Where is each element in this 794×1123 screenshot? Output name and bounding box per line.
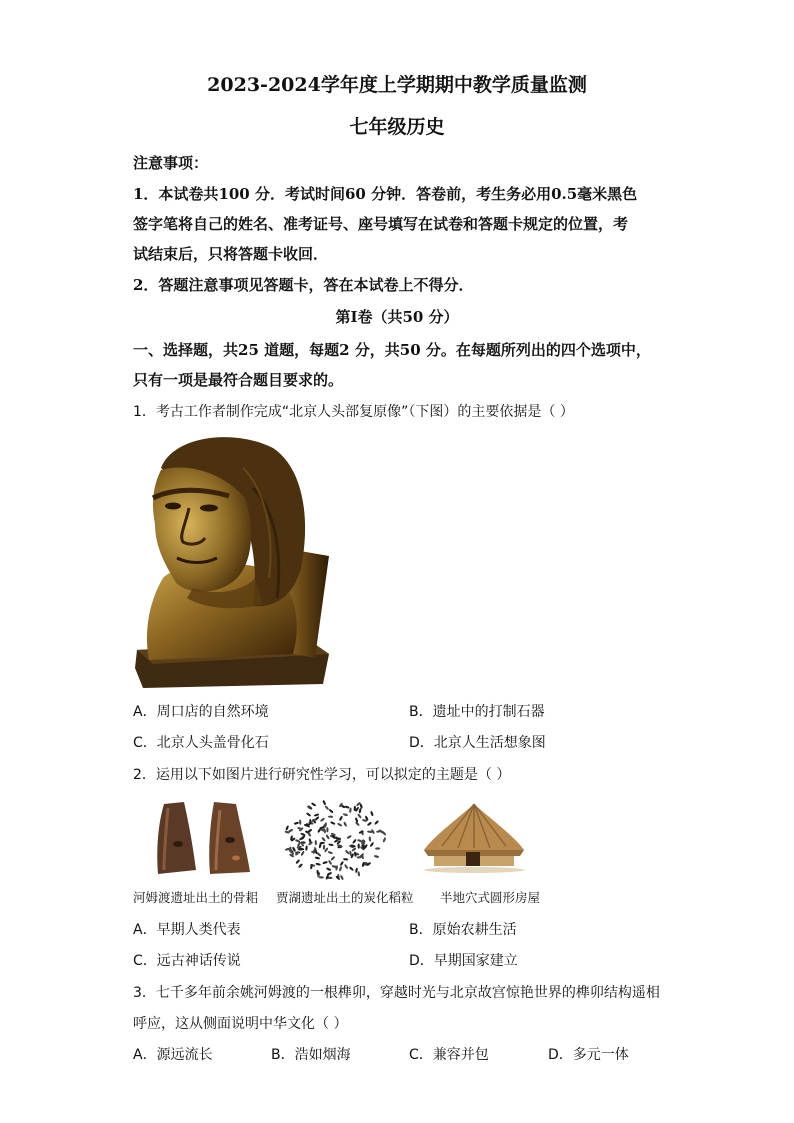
bone-spade-image: [150, 800, 260, 878]
question-3-option-a: A．源远流长: [133, 1047, 213, 1063]
question-1-option-a: A．周口店的自然环境: [133, 704, 269, 720]
caption-carbonized-rice: 贾湖遗址出土的炭化稻粒: [276, 890, 414, 905]
section-instruction-line-2: 只有一项是最符合题目要求的。: [133, 371, 344, 389]
part-heading: 第Ⅰ卷（共50 分）: [335, 308, 459, 326]
exam-subtitle: 七年级历史: [349, 116, 445, 138]
question-2-option-c: C．远古神话传说: [133, 953, 241, 969]
notice-item-2: 2．答题注意事项见答题卡，答在本试卷上不得分．: [133, 276, 474, 294]
carbonized-rice-image: [280, 796, 390, 882]
question-2-option-b: B．原始农耕生活: [409, 922, 517, 938]
caption-round-house: 半地穴式圆形房屋: [440, 890, 541, 905]
notice-heading: 注意事项：: [133, 154, 209, 172]
question-2-option-a: A．早期人类代表: [133, 922, 241, 938]
notice-item-1-line-1: 1．本试卷共100 分．考试时间60 分钟．答卷前，考生务必用0.5毫米黑色: [133, 185, 638, 203]
question-3-option-c: C．兼容并包: [409, 1047, 489, 1063]
section-instruction-line-1: 一、选择题，共25 道题，每题2 分，共50 分。在每题所列出的四个选项中，: [133, 341, 651, 359]
question-1-option-c: C．北京人头盖骨化石: [133, 735, 269, 751]
exam-title: 2023-2024学年度上学期期中教学质量监测: [207, 74, 587, 96]
question-1-option-b: B．遗址中的打制石器: [409, 704, 545, 720]
question-3-option-d: D．多元一体: [548, 1047, 629, 1063]
question-1-option-d: D．北京人生活想象图: [409, 735, 546, 751]
question-3-stem-line-1: 3．七千多年前余姚河姆渡的一根榫卯，穿越时光与北京故宫惊艳世界的榫卯结构遥相: [133, 985, 660, 1001]
question-3-option-b: B．浩如烟海: [271, 1047, 351, 1063]
round-house-image: [422, 800, 526, 874]
question-1-stem: 1．考古工作者制作完成“北京人头部复原像”（下图）的主要依据是（ ）: [133, 404, 574, 420]
question-2-option-d: D．早期国家建立: [409, 953, 518, 969]
notice-item-1-line-3: 试结束后，只将答题卡收回．: [133, 245, 329, 263]
notice-item-1-line-2: 签字笔将自己的姓名、准考证号、座号填写在试卷和答题卡规定的位置，考: [133, 215, 629, 233]
question-2-stem: 2．运用以下如图片进行研究性学习，可以拟定的主题是（ ）: [133, 767, 511, 783]
caption-bone-spade: 河姆渡遗址出土的骨耜: [133, 890, 259, 905]
question-3-stem-line-2: 呼应，这从侧面说明中华文化（ ）: [133, 1016, 348, 1032]
peking-man-bust-image: [133, 428, 333, 690]
